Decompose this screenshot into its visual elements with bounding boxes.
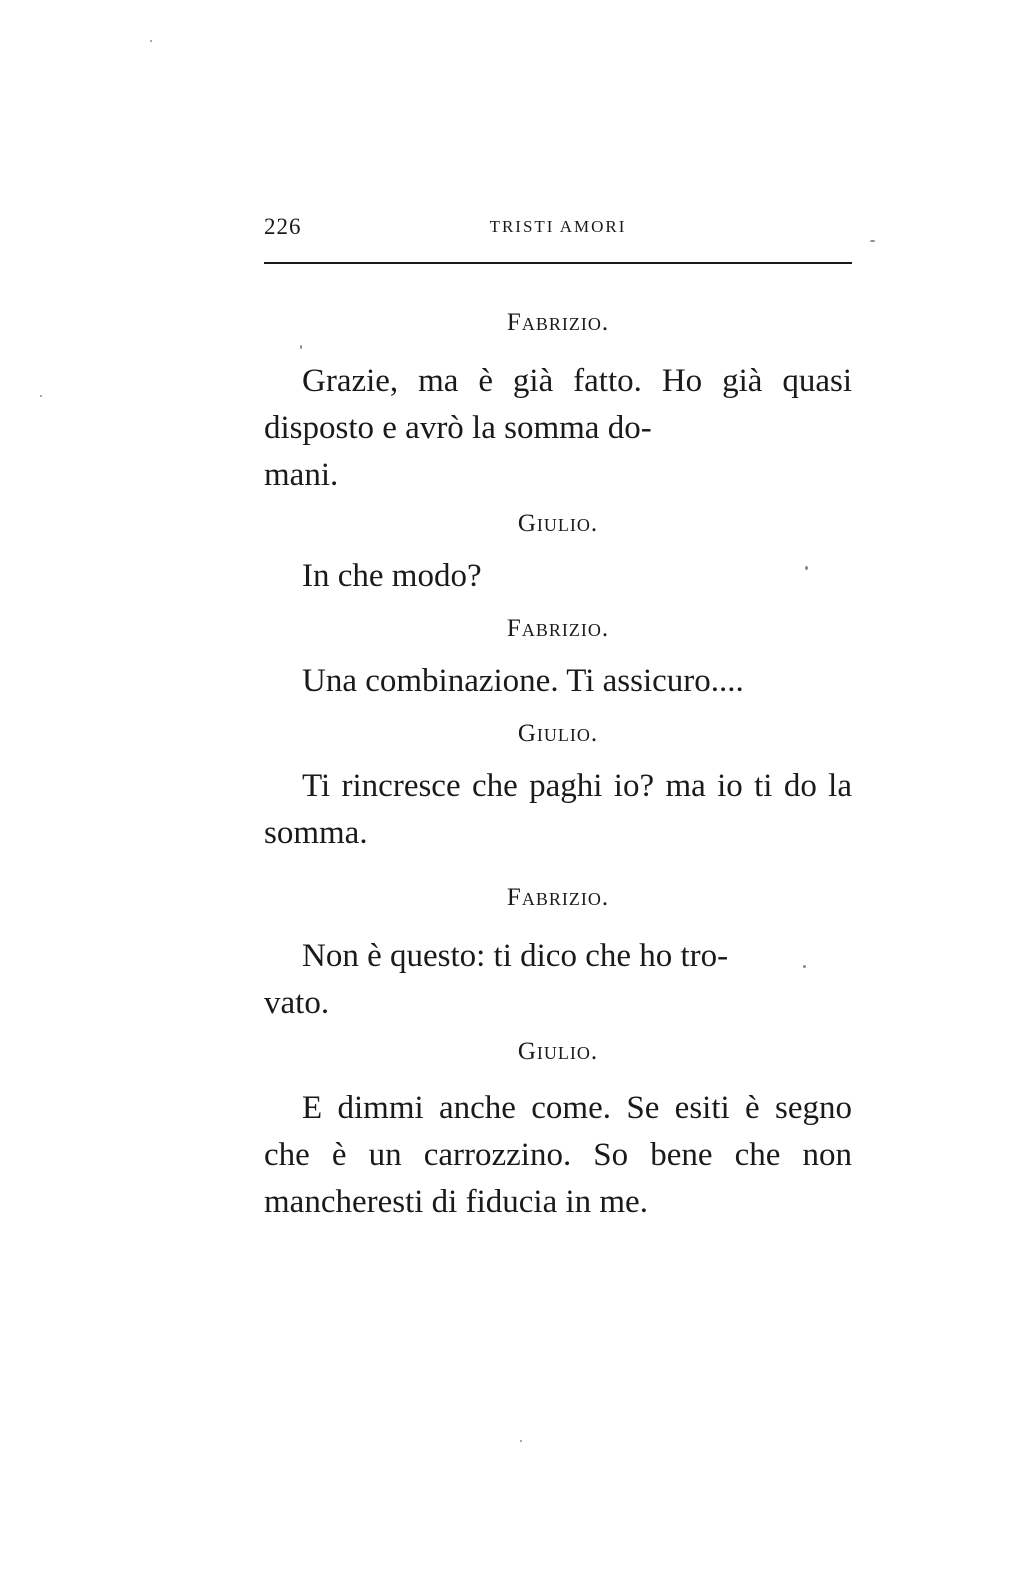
- speech-paragraph: Ti rincresce che paghi io? ma io ti do la somma.: [264, 768, 852, 851]
- print-speck: [803, 965, 806, 968]
- print-speck: [870, 240, 875, 242]
- dialogue-text: [264, 306, 852, 1226]
- speech-paragraph: Una combinazione. Ti assicuro....: [302, 663, 744, 699]
- speaker-name: Fabrizio.: [506, 884, 610, 911]
- print-speck: [40, 395, 42, 397]
- print-speck: [150, 40, 152, 42]
- print-speck: [805, 566, 808, 570]
- speech-paragraph: Grazie, ma è già fatto. Ho già quasi disposto e avrò la somma do- mani.: [264, 363, 852, 493]
- running-head: [264, 214, 852, 244]
- speaker-name: Fabrizio.: [506, 615, 610, 642]
- page-number: 226: [264, 214, 302, 239]
- speaker-name: Giulio.: [517, 1038, 599, 1065]
- speech-paragraph: E dimmi anche come. Se esiti è segno che è un carrozzino. So bene che non mancheresti di fiducia in me.: [264, 1090, 852, 1220]
- speaker-name: Giulio.: [517, 510, 599, 537]
- speech-paragraph: In che modo?: [302, 558, 482, 594]
- speaker-name: Fabrizio.: [506, 309, 610, 336]
- speech-paragraph: Non è questo: ti dico che ho tro- vato.: [264, 938, 729, 1021]
- running-title: TRISTI AMORI: [489, 217, 627, 236]
- print-speck: [520, 1440, 522, 1442]
- speaker-name: Giulio.: [517, 720, 599, 747]
- header-rule: [264, 262, 852, 264]
- print-speck: [300, 345, 302, 349]
